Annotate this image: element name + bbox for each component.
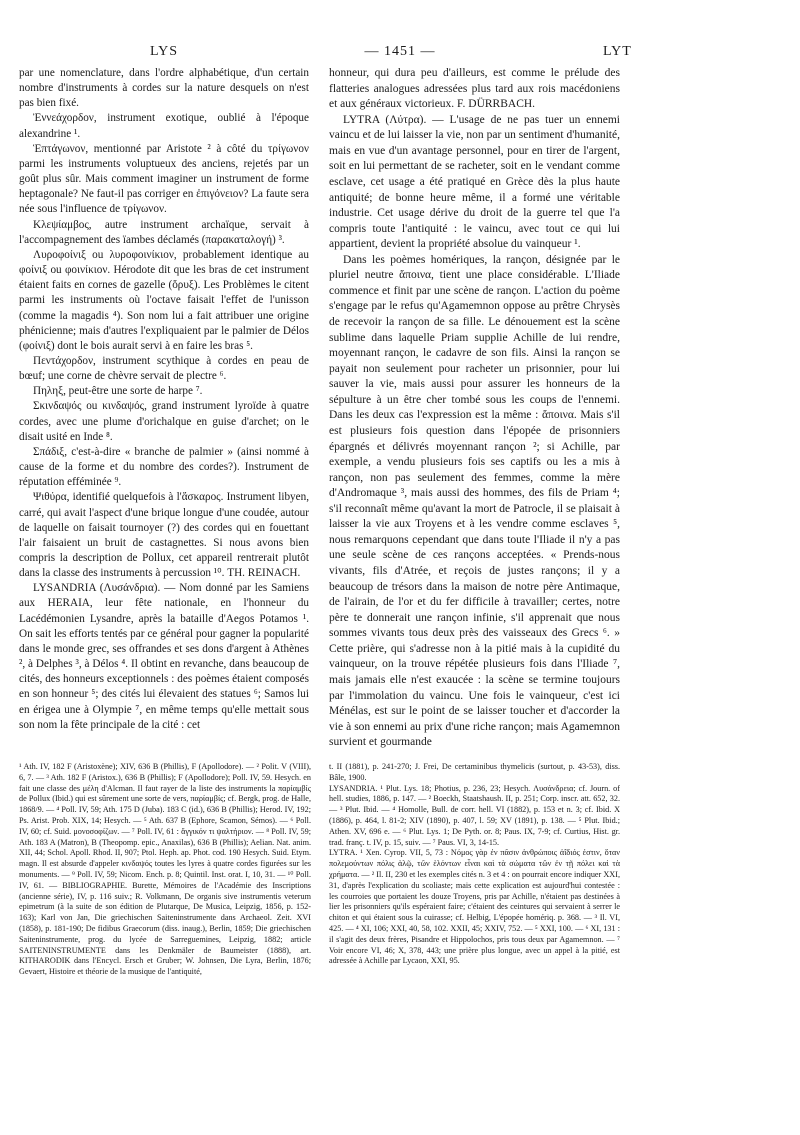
- entry-lytra: LYTRA (Λύτρα). — L'usage de ne pas tuer un ennemi vaincu et de lui laisser la vie, non par un sentiment d'humanité, mais en vue d'un avantage personnel, pour en tirer de l'argent, soit en lui permettant de se racheter, soit en le vendant comme esclave, cet usage a été pratiqué en Grèce dès la plus haute antiquité; de bonne heure même, il a formé une véritable industrie. Cet usage dérive du droit de la guerre tel que l'a compris toute l'antiquité : le vaincu, avec tout ce qui lui appartient, devient la propriété absolue du vainqueur ¹.: [329, 113, 620, 251]
- left-column: [19, 66, 309, 733]
- author-signature: F. DÜRRBACH.: [457, 98, 536, 111]
- paragraph-text: honneur, qui dura peu d'ailleurs, est comme le prélude des flatteries analogues adressées plus tard aux rois macédoniens et aux généraux victorieux.: [329, 67, 620, 111]
- paragraph: Ἐννεάχορδον, instrument exotique, oublié à l'époque alexandrine ¹.: [19, 112, 309, 140]
- author-signature: TH. REINACH.: [227, 567, 301, 580]
- header-right: LYT: [603, 44, 632, 59]
- paragraph: Dans les poèmes homériques, la rançon, désignée par le pluriel neutre ἄποινα, tient une place considérable. L'Iliade commence et finit par une scène de rançon. L'action du poème s'engage par le refus qu'Agamemnon oppose au prêtre Chrysès de recevoir la rançon de sa fille. Le dénouement est la scène sublime dans laquelle Priam supplie Achille de lui rendre, moyennant rançon, le cadavre de son fils. Ainsi la rançon se payait non seulement pour racheter un prisonnier, pour lui sauver la vie, mais aussi pour assurer les honneurs de la sépulture à un être cher tombé sous les coups de l'ennemi. Dans les deux cas l'expression est la même : ἄποινα. Mais s'il est plusieurs fois question dans l'épopée de prisonniers épargnés et délivrés moyennant rançon ²; si Achille, par exemple, a vendu plusieurs fois ses captifs ou les a mis à rançon, non pas seulement des femmes, comme la mère d'Andromaque ³, mais aussi des hommes, des fils de Priam ⁴; s'il reconnaît même qu'avant la mort de Patrocle, il se plaisait à laisser la vie aux Troyens et à les vendre comme esclaves ⁵, nous remarquons cependant que dans toute l'Iliade il n'y a pas une seule scène de ces rançons acceptées. « Prends-nous vivants, fils d'Atrée, et reçois de justes rançons; il y a beaucoup de trésors dans la maison de notre père Antimaque, de l'airain, de l'or et du fer difficile à travailler; certes, notre père te donnerait une rançon infinie, s'il apprenait que nous sommes vivants tous deux près des vaisseaux des Grecs ⁶. » Cette prière, qui s'adresse non à la pitié mais à la cupidité du vainqueur, on la trouve répétée plusieurs fois dans l'Iliade ⁷, mais jamais elle n'est exaucée : la scène se termine toujours par l'immolation du vaincu. Une fois le vainqueur, c'est ici Ménélas, est sur le point de se laisser toucher et d'accorder la vie à son ennemi au prix d'une riche rançon; mais Agamemnon survient et gourmande: [329, 253, 620, 749]
- entry-lysandria: LYSANDRIA (Λυσάνδρια). — Nom donné par les Samiens aux HERAIA, leur fête nationale, en l'honneur du Lacédémonien Lysandre, après la bataille d'Aegos Potamos ¹. On sait les efforts tentés par ce général pour gagner la popularité dans le monde grec, ses offrandes et ses dons d'argent à Athènes ², à Delphes ³, à Délos ⁴. Il obtint en revanche, dans beaucoup de cités, des honneurs exceptionnels : des poèmes étaient composés en son honneur ⁵; des cités lui élevaient des statues ⁶; Samos lui en érigea une à Olympie ⁷, en même temps qu'elle mettait sous son nom la fête principale de la cité : cet: [19, 582, 309, 731]
- paragraph: Σπάδιξ, c'est-à-dire « branche de palmier » (ainsi nommé à cause de la forme et du nombre des cordes?). Instrument de réputation efféminée ⁹.: [19, 445, 309, 489]
- paragraph: par une nomenclature, dans l'ordre alphabétique, d'un certain nombre d'instruments à cordes sur la nature desquels on n'est pas bien fixé.: [19, 67, 309, 110]
- paragraph: Ἑπτάγωνον, mentionné par Aristote ² à côté du τρίγωνον parmi les instruments voluptueux des anciens, rejetés par un goût plus sûr. Mais comment imaginer un instrument de forme heptagonale? Ne faut-il pas corriger en ἐπιγόνειον? La faute sera née sous l'influence de τρίγωνον.: [19, 142, 309, 216]
- footnotes-left: [19, 762, 311, 978]
- footnote-text: ¹ Ath. IV, 182 F (Aristoxène); XIV, 636 B (Phillis), F (Apollodore). — ² Polit. V (VIII), 6, 7. — ³ Ath. 182 F (Aristox.), 636 B (Phillis); F (Apollodore); Poll. IV, 59. Hesych. en fait une classe des μέλη d'Alcman. Il faut rayer de la liste des instruments la παρίαμβίς de Pollux (Ibid.) qui est sûrement une sorte de vers, παρίαμβίς; cf. Bergk, prog. de Halle, 1868/9. — ⁴ Poll. IV, 59; Ath. 175 D (Juba). 183 C (id.), 636 B (Phillis); Herod. IV, 192; Ps. Arist. Prob. XIX, 14; Hesych. — ⁵ Ath. 637 B (Ephore, Scamon, Sémos). — ⁶ Poll. IV, 60; cf. Suid. μονοσοφίζων. — ⁷ Poll. IV, 61 : ἄγγικόν τι ψαλτήριον. — ⁸ Poll. IV, 59; Ath. 183 A (Matron), B (Theopomp. epic., Anaxilas), 636 B (Phillis); Aelian. Nat. anim. XII, 44; Schol. Apoll. Rhod. II, 907; Ptol. Heph. ap. Phot. cod. 190 Hesych. Suid. Etym. magn. Il est absurde d'appeler κινδαψός toutes les lyres à quatre cordes figurées sur les monuments. — ⁹ Poll. IV, 59; Nicom. Ench. p. 8; Quintil. Inst. orat. I, 10, 31. — ¹⁰ Poll. IV, 61. — BIBLIOGRAPHIE. Burette, Mémoires de l'Académie des Inscriptions (ancienne série), IV, p. 116 suiv.; R. Volkmann, De organis sive instrumentis veterum epimetrum (à la suite de son édition de Plutarque, De Musica, Leipzig, 1856, p. 152-163); Karl von Jan, Die griechischen Saiteninstrumente dans Archaeol. Zeit. XVI (1858), p. 181-190; De fidibus Graecorum (diss. inaug.), Berlin, 1859; Die griechischen Saiteninstrumente, prog. du lycée de Sarreguemines, Leipzig, 1882; article SAITENINSTRUMENTE dans les Denkmäler de Baumeister (1888), art. KITHARODIK dans l'Encycl. Ersch et Gruber; W. Johnsen, Die Lyra, Berlin, 1876; Gevaert, Histoire et théorie de la musique de l'antiquité,: [19, 762, 311, 977]
- paragraph: Σκινδαψός ou κινδαψός, grand instrument lyroïde à quatre cordes, avec une plume d'orichalque en guise d'archet; on le disait usité en Inde ⁸.: [19, 400, 309, 443]
- footnote-text: t. II (1881), p. 241-270; J. Frei, De certaminibus thymelicis (surtout, p. 43-53), diss. Bâle, 1900. LYSANDRIA. ¹ Plut. Lys. 18; Photius, p. 236, 23; Hesych. Λυσάνδρεια; cf. Journ. of hell. studies, 1886, p. 147. — ² Boeckh, Staatshaush. II, p. 251; Corp. inscr. att. 652, 32. — ³ Plut. Ibid. — ⁴ Homolle, Bull. de corr. hell. VI (1882), p. 153 et n. 3; cf. Ibid. X (1886), p. 464, l. 81-2; XIV (1890), p. 407, l. 59; XV (1891), p. 138. — ⁵ Plut. Ibid.; Athen. XV, 696 e. — ⁶ Plut. Lys. 1; De Pyth. or. 8; Paus. IX, 7-9; cf. Curtius, Hist. gr. trad. franç. t. IV, p. 15, suiv. — ⁷ Paus. VI, 3, 14-15. LYTRA. ¹ Xen. Cyrop. VII, 5, 73 : Νόμος γὰρ ἐν πᾶσιν ἀνθρώποις ἀΐδιός ἐστιν, ὅταν πολεμούντων πόλις ἁλῷ, τῶν ἑλόντων εἶναι καὶ τὰ σώματα τῶν ἐν τῇ πόλει καὶ τὰ χρήματα. — ² Il. II, 230 et les exemples cités n. 3 et 4 : on pourrait encore indiquer XXI, 31, d'après l'explication du scoliaste; mais cette explication est aujourd'hui contestée : les courroies que portaient les douze Troyens, pris par Achille, n'étaient pas destinées à lier les prisonniers qu'ils espéraient faire; c'étaient des ceintures qui servaient à serrer le chiton et qui étaient sous la cuirasse; cf. Helbig, L'épopée homériq. p. 368. — ³ Il. VI, 425. — ⁴ XI, 106; XXI, 40, 58, 102. XXII, 45; XXIV, 752. — ⁵ XXI, 100. — ⁶ XI, 131 : il s'agit des deux frères, Pisandre et Hippolochos, pris tous deux par Agamemnon. — ⁷ Voir encore VI, 46; X, 378, 443; une prière plus longue, avec un appel à la pitié, est adressée à Achille par Lycaon, XXI, 95.: [329, 762, 620, 966]
- page-number: — 1451 —: [364, 44, 436, 59]
- paragraph: Κλεψίαμβος, autre instrument archaïque, servait à l'accompagnement des ïambes déclamés (παρακαταλογή) ³.: [19, 218, 309, 246]
- running-header: [18, 44, 782, 64]
- paragraph-text: Ψιθύρα, identifié quelquefois à l'ἄσκαρος. Instrument libyen, carré, qui avait l'aspect d'une brique longue d'une coudée, autour de laquelle on faisait tournoyer (?) des cordes qui en fouettant l'air faisaient un bruit de castagnettes. Si nous avons bien compris la description de Pollux, cet appareil rentrerait plutôt dans la classe des instruments à percussion ¹⁰.: [19, 491, 309, 580]
- paragraph: Πηληξ, peut-être une sorte de harpe ⁷.: [33, 385, 203, 398]
- paragraph: [329, 66, 620, 113]
- paragraph: [19, 490, 309, 581]
- footnotes-right: [329, 762, 620, 967]
- right-column: [329, 66, 620, 751]
- header-left: LYS: [150, 44, 179, 59]
- paragraph: Λυροφοίνιξ ou λυροφοινίκιον, probablement identique au φοίνιξ ou φοινίκιον. Hérodote dit que les bras de cet instrument étaient faits en cornes de gazelle (ὄρυξ). Les Problèmes le citent parmi les instruments où l'octave faisait l'effet de l'unisson (comme la magadis ⁴). Son nom lui a fait attribuer une origine phénicienne; mais d'autres l'expliquaient par le palmier de Délos (φοίνιξ) dont le bois aurait servi à en faire les bras ⁵.: [19, 248, 309, 352]
- paragraph: Πεντάχορδον, instrument scythique à cordes en peau de bœuf; une corne de chèvre servait de plectre ⁶.: [19, 354, 309, 383]
